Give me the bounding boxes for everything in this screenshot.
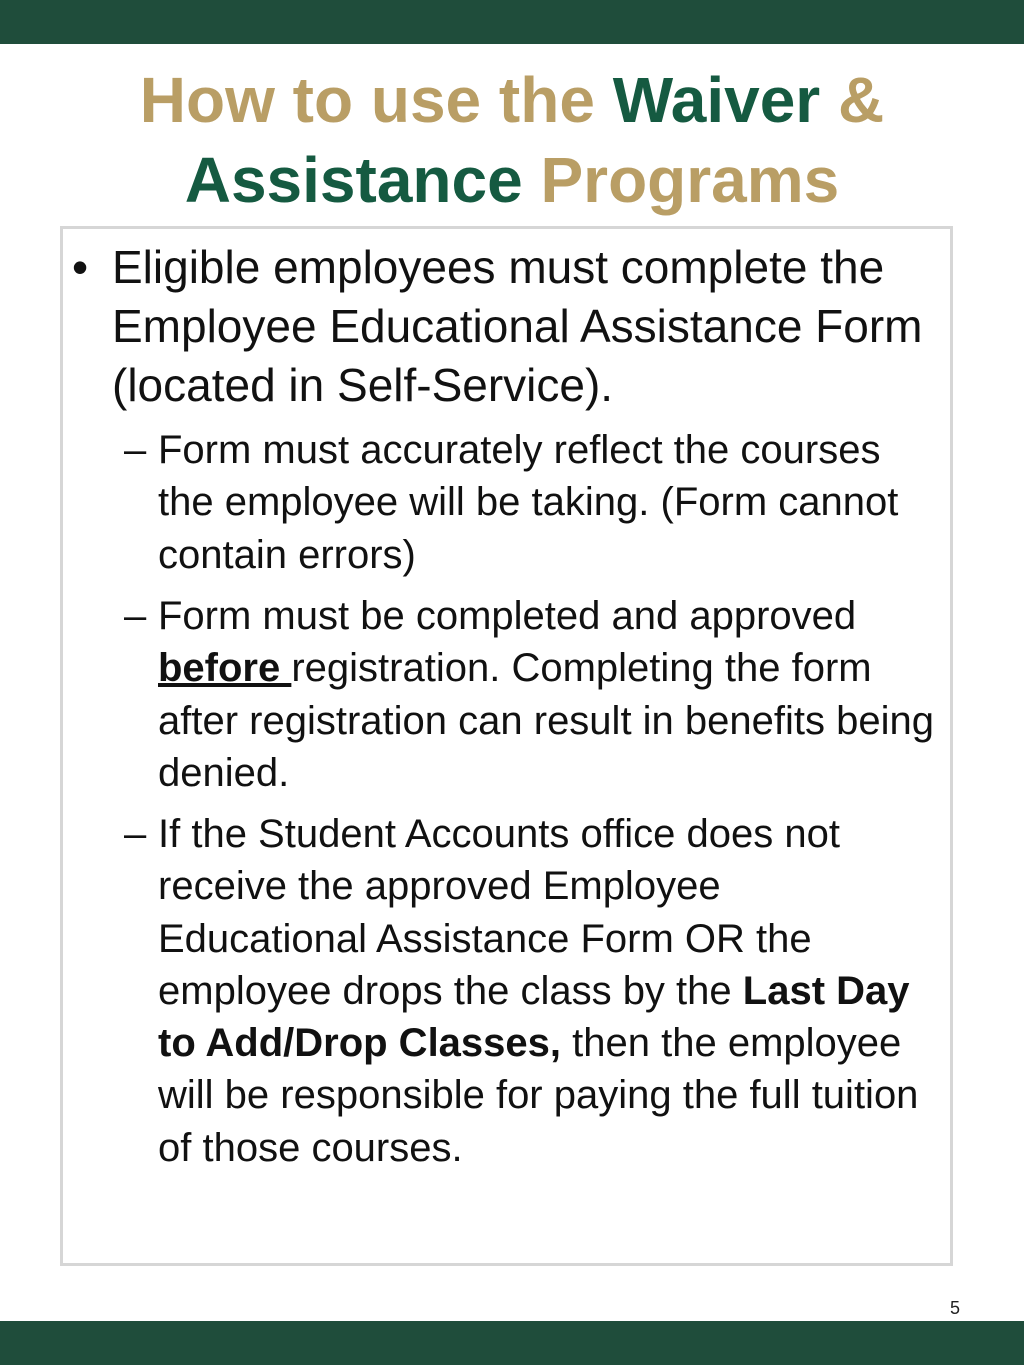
main-bullet-text: Eligible employees must complete the Employee Educational Assistance Form (located in Self-Service). xyxy=(112,241,923,411)
dash-icon: – xyxy=(124,594,147,638)
dash-icon: – xyxy=(124,428,147,472)
sub-bullet-3-emphasis: Last Day to Add/Drop Classes, xyxy=(158,968,910,1066)
bottom-banner-bar xyxy=(0,1321,1024,1365)
slide-title xyxy=(40,60,984,220)
title-segment-2: Waiver xyxy=(612,64,821,136)
sub-bullet-2-text-a: Form must be completed and approved xyxy=(158,594,857,638)
title-segment-4: Assistance xyxy=(184,144,523,216)
sub-bullet-3-text-b: then the employee will be responsible for paying the full tuition of those courses. xyxy=(158,1021,919,1170)
top-banner-bar xyxy=(0,0,1024,44)
sub-bullet-2 xyxy=(158,590,938,799)
title-segment-5: Programs xyxy=(522,144,840,216)
dash-icon: – xyxy=(124,812,147,856)
page-number: 5 xyxy=(949,1298,960,1318)
sub-bullet-3-text-a: If the Student Accounts office does not receive the approved Employee Educational Assistance Form OR the employee drops the class by the xyxy=(158,812,840,1013)
sub-bullet-1: Form must accurately reflect the courses the employee will be taking. (Form cannot contain errors) xyxy=(158,428,899,577)
title-segment-3: & xyxy=(820,64,885,136)
sub-bullet-2-emphasis: before xyxy=(158,646,292,691)
sub-bullet-3 xyxy=(158,808,938,1174)
sub-bullet-2-text-b: registration. Completing the form after registration can result in benefits being denied. xyxy=(158,646,934,795)
bullet-icon: • xyxy=(72,241,89,293)
title-segment-1: How to use the xyxy=(139,64,613,136)
